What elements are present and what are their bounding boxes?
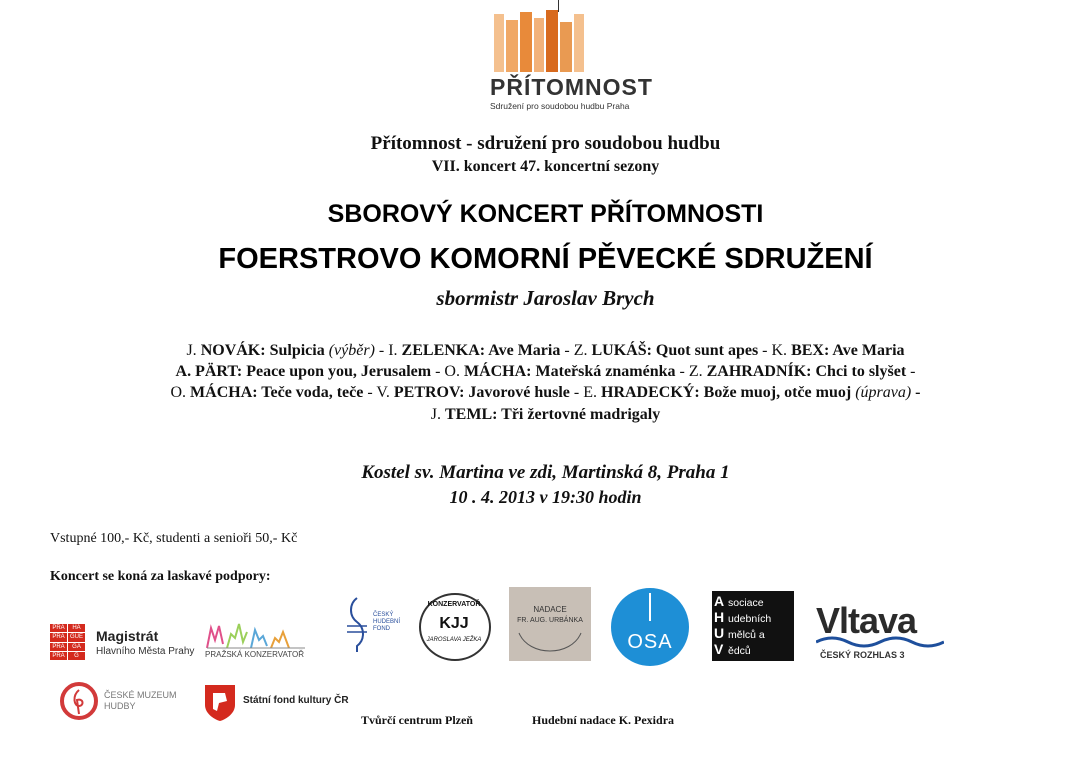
logo-name: PŘÍTOMNOST [490,74,653,100]
urbanka-drawing-icon [509,629,591,659]
program-text: - [911,384,921,401]
venue: Kostel sv. Martina ve zdi, Martinská 8, Praha 1 [361,462,730,483]
tile: GUE [69,634,83,641]
program-work: NOVÁK: Sulpicia [200,342,325,359]
muzeum-text [104,690,177,712]
statni-fond-kultury-logo [203,683,349,723]
muzeum-line2: HUDBY [104,701,136,711]
prazska-konzervator-logo [205,620,317,662]
ahuv-letter: V [714,641,724,657]
program-line-3 [0,382,1091,403]
tile: PRA [50,624,67,632]
program-text: - Z. [560,342,592,359]
konzervator-skyline-icon [205,620,317,650]
osa-text: OSA [627,631,673,653]
osa-logo [610,587,690,667]
jezek-top-text: KONZERVATOŘ [427,601,481,608]
concert-title: SBOROVÝ KONCERT PŘÍTOMNOSTI [327,200,764,228]
magistrat-title: Magistrát [96,628,159,644]
program-work: PETROV: Javorové husle [393,384,570,401]
tile: PRA [50,643,67,651]
ahuv-word: udebních [728,613,772,625]
program-note: (výběr) [324,342,375,359]
program-text: J. [186,342,201,359]
muzeum-line1: ČESKÉ MUZEUM [104,690,177,700]
program-line-4 [0,404,1091,425]
logo-bars-graphic [484,10,624,72]
program-work: MÁCHA: Teče voda, teče [190,384,364,401]
vltava-subtitle: ČESKÝ ROZHLAS 3 [820,650,905,660]
ceske-muzeum-hudby-logo [60,682,190,722]
prague-tiles-icon [50,624,84,660]
osa-circle-icon [610,587,690,667]
ahuv-words [728,595,771,659]
lion-shield-icon [203,683,237,721]
tile: G [68,652,85,660]
magistrat-subtitle: Hlavního Města Prahy [96,646,195,657]
ahuv-letters [714,593,728,657]
ahuv-word: mělců a [728,629,765,641]
ahuv-logo [712,591,794,661]
cesky-hudebni-fond-logo [343,596,399,656]
program-work: LUKÁŠ: Quot sunt apes [591,342,759,359]
program-note: (úprava) [851,384,912,401]
support-heading: Koncert se koná za laskavé podpory: [50,569,271,584]
ahuv-letter: U [714,625,725,641]
program-text: - Z. [675,363,707,380]
organization-name: Přítomnost - sdružení pro soudobou hudbu [370,133,721,154]
treble-clef-icon [343,596,371,654]
magistrat-logo [50,624,195,662]
program-text: - V. [363,384,394,401]
vltava-title: Vltava [816,600,917,641]
tile: GA [68,643,85,651]
hudebni-nadace-pexidra: Hudební nadace K. Pexidra [532,713,675,727]
program-text: - K. [758,342,792,359]
ahuv-letter: H [714,609,725,625]
program-work: ZELENKA: Ave Maria [401,342,561,359]
tile: HA [68,624,85,632]
cesky-fond-text: ČESKÝ HUDEBNÍ FOND [373,612,401,632]
tile: PRA [50,633,67,641]
ensemble-name: FOERSTROVO KOMORNÍ PĚVECKÉ SDRUŽENÍ [218,243,873,275]
concert-number: VII. koncert 47. koncertní sezony [431,158,660,175]
urbanka-bottom-text: FR. AUG. URBÁNKA [517,617,583,624]
ahuv-letter: A [714,593,725,609]
admission-price: Vstupné 100,- Kč, studenti a senioři 50,- Kč [50,531,298,546]
ahuv-word: ědců [728,645,751,657]
program-work: HRADECKÝ: Bože muoj, otče muoj [601,384,852,401]
program-text: - E. [569,384,601,401]
program-work: A. PÄRT: Peace upon you, Jerusalem [175,363,432,380]
ahuv-word: sociace [728,597,764,609]
program-work: MÁCHA: Mateřská znaménka [463,363,676,380]
music-museum-icon [60,682,98,720]
program-work: BEX: Ave Maria [791,342,905,359]
program-text: - I. [374,342,402,359]
urbanka-logo [509,587,591,661]
konzervator-text: PRAŽSKÁ KONZERVATOŘ [205,650,304,659]
urbanka-top-text: NADACE [533,605,567,614]
konzervator-jezka-logo [417,589,491,659]
program-line-2 [0,361,1091,382]
jezek-monogram: KJJ [439,615,469,632]
vltava-wave-icon [816,634,944,650]
tile: PRA [50,652,67,660]
logo-subtitle: Sdružení pro soudobou hudbu Praha [490,101,630,111]
vltava-logo [816,600,944,662]
jezek-bottom-text: JAROSLAVA JEŽKA [426,637,482,643]
pritomnost-logo [470,8,653,118]
conductor: sbormistr Jaroslav Brych [436,286,655,310]
tvurci-centrum-plzen: Tvůrčí centrum Plzeň [361,713,473,727]
program-text: - O. [431,363,464,380]
program-text: - [906,363,916,380]
program-line-1 [0,340,1091,361]
sfk-text: Státní fond kultury ČR [243,695,349,706]
program-text: O. [170,384,191,401]
date-time: 10 . 4. 2013 v 19:30 hodin [449,487,642,507]
program-work: ZAHRADNÍK: Chci to slyšet [706,363,907,380]
program-work: TEML: Tři žertovné madrigaly [445,406,661,423]
program-text: J. [430,406,445,423]
